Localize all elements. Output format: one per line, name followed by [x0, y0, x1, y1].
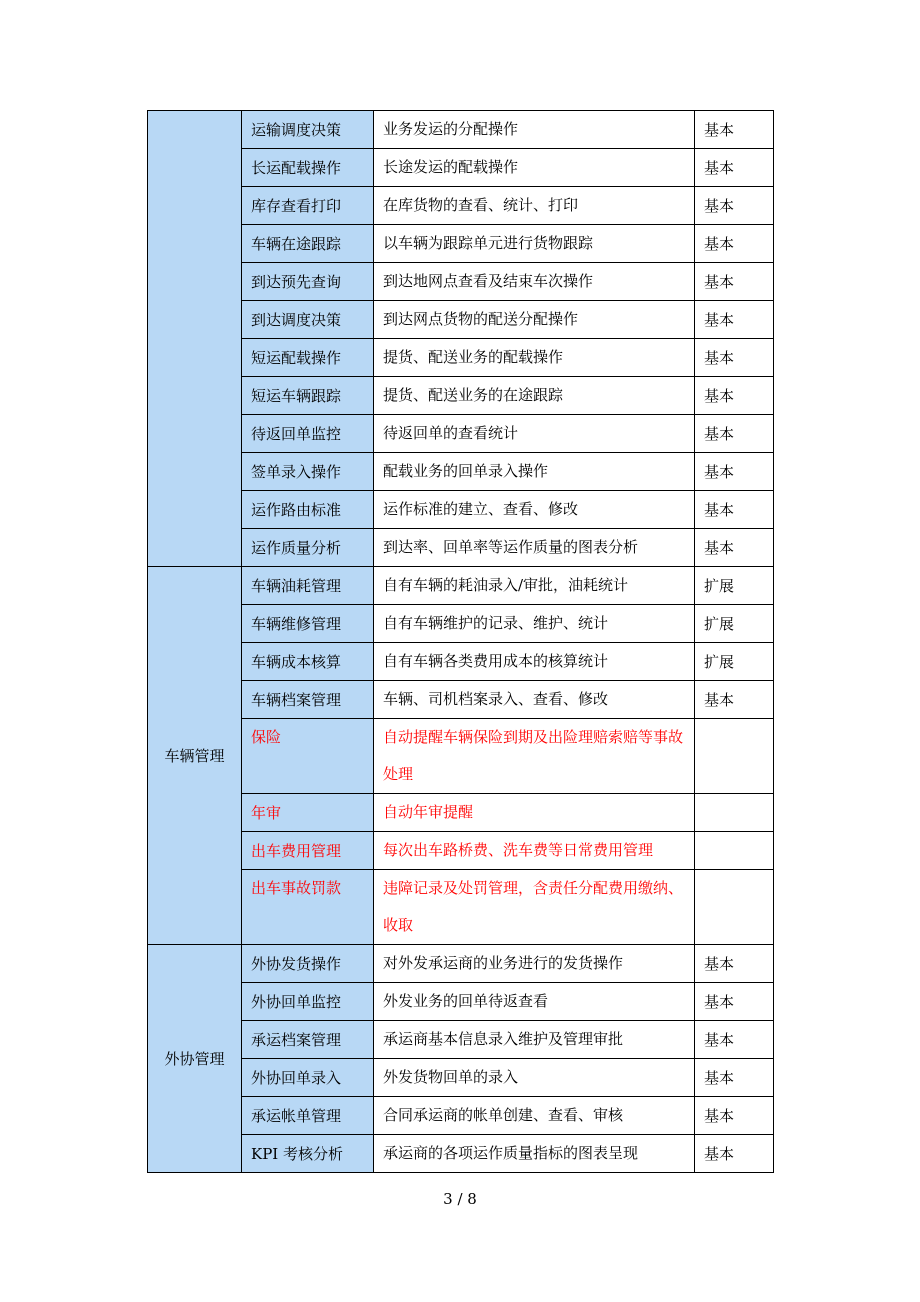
function-name: 运输调度决策 — [242, 111, 374, 149]
function-desc: 对外发承运商的业务进行的发货操作 — [374, 945, 695, 983]
function-name: 承运帐单管理 — [242, 1097, 374, 1135]
function-name: 待返回单监控 — [242, 415, 374, 453]
function-desc: 合同承运商的帐单创建、查看、审核 — [374, 1097, 695, 1135]
table-row — [148, 1135, 774, 1173]
function-level: 基本 — [695, 301, 774, 339]
function-desc: 到达地网点查看及结束车次操作 — [374, 263, 695, 301]
function-level: 基本 — [695, 111, 774, 149]
function-name: 年审 — [242, 794, 374, 832]
table-row — [148, 529, 774, 567]
function-name: 车辆维修管理 — [242, 605, 374, 643]
function-desc: 自有车辆维护的记录、维护、统计 — [374, 605, 695, 643]
function-level: 扩展 — [695, 643, 774, 681]
function-level: 基本 — [695, 491, 774, 529]
table-row — [148, 491, 774, 529]
function-desc: 每次出车路桥费、洗车费等日常费用管理 — [374, 832, 695, 870]
function-level: 基本 — [695, 1021, 774, 1059]
table-row — [148, 149, 774, 187]
function-level: 基本 — [695, 529, 774, 567]
function-name: 保险 — [242, 719, 374, 794]
table-row — [148, 605, 774, 643]
table-row — [148, 794, 774, 832]
function-name: 运作质量分析 — [242, 529, 374, 567]
function-desc: 以车辆为跟踪单元进行货物跟踪 — [374, 225, 695, 263]
table-body — [148, 111, 774, 1173]
function-desc: 违障记录及处罚管理，含责任分配费用缴纳、收取 — [374, 870, 695, 945]
function-level: 基本 — [695, 377, 774, 415]
function-desc: 到达率、回单率等运作质量的图表分析 — [374, 529, 695, 567]
function-level: 基本 — [695, 453, 774, 491]
function-desc: 自动年审提醒 — [374, 794, 695, 832]
function-name: 到达预先查询 — [242, 263, 374, 301]
function-level: 扩展 — [695, 605, 774, 643]
table-row — [148, 832, 774, 870]
function-desc: 长途发运的配载操作 — [374, 149, 695, 187]
function-name: 短运配载操作 — [242, 339, 374, 377]
function-level: 基本 — [695, 1059, 774, 1097]
table-row — [148, 225, 774, 263]
function-level: 基本 — [695, 1135, 774, 1173]
function-level: 基本 — [695, 983, 774, 1021]
function-desc: 承运商的各项运作质量指标的图表呈现 — [374, 1135, 695, 1173]
table-row — [148, 1021, 774, 1059]
function-level: 基本 — [695, 149, 774, 187]
table-row — [148, 681, 774, 719]
function-name: 车辆在途跟踪 — [242, 225, 374, 263]
function-desc: 业务发运的分配操作 — [374, 111, 695, 149]
table-row — [148, 945, 774, 983]
function-level: 基本 — [695, 1097, 774, 1135]
function-level: 基本 — [695, 681, 774, 719]
function-desc: 承运商基本信息录入维护及管理审批 — [374, 1021, 695, 1059]
function-level: 基本 — [695, 415, 774, 453]
function-name: 承运档案管理 — [242, 1021, 374, 1059]
function-name: 长运配载操作 — [242, 149, 374, 187]
table-row — [148, 263, 774, 301]
function-name: 出车费用管理 — [242, 832, 374, 870]
function-name: KPI 考核分析 — [242, 1135, 374, 1173]
function-name: 出车事故罚款 — [242, 870, 374, 945]
table-row — [148, 719, 774, 794]
function-level — [695, 794, 774, 832]
table-row — [148, 339, 774, 377]
function-level — [695, 870, 774, 945]
table-row — [148, 111, 774, 149]
function-desc: 自动提醒车辆保险到期及出险理赔索赔等事故处理 — [374, 719, 695, 794]
function-desc: 运作标准的建立、查看、修改 — [374, 491, 695, 529]
function-name: 外协回单监控 — [242, 983, 374, 1021]
table-row — [148, 983, 774, 1021]
table-row — [148, 567, 774, 605]
table-row — [148, 870, 774, 945]
table-row — [148, 1097, 774, 1135]
group-cell-outsource: 外协管理 — [148, 945, 242, 1173]
table-row — [148, 643, 774, 681]
function-name: 外协回单录入 — [242, 1059, 374, 1097]
function-level: 基本 — [695, 945, 774, 983]
function-name: 签单录入操作 — [242, 453, 374, 491]
function-name: 外协发货操作 — [242, 945, 374, 983]
function-name: 运作路由标准 — [242, 491, 374, 529]
function-level: 基本 — [695, 339, 774, 377]
function-name: 库存查看打印 — [242, 187, 374, 225]
function-name: 到达调度决策 — [242, 301, 374, 339]
table-row — [148, 301, 774, 339]
function-level — [695, 719, 774, 794]
table-row — [148, 415, 774, 453]
table-row — [148, 377, 774, 415]
function-name: 车辆油耗管理 — [242, 567, 374, 605]
page-number: 3 / 8 — [443, 1190, 477, 1208]
function-desc: 在库货物的查看、统计、打印 — [374, 187, 695, 225]
function-name: 车辆成本核算 — [242, 643, 374, 681]
function-level: 扩展 — [695, 567, 774, 605]
group-cell-vehicle: 车辆管理 — [148, 567, 242, 945]
function-desc: 外发货物回单的录入 — [374, 1059, 695, 1097]
table-row — [148, 453, 774, 491]
function-name: 车辆档案管理 — [242, 681, 374, 719]
function-desc: 提货、配送业务的在途跟踪 — [374, 377, 695, 415]
function-level — [695, 832, 774, 870]
table-row — [148, 187, 774, 225]
function-desc: 外发业务的回单待返查看 — [374, 983, 695, 1021]
function-desc: 配载业务的回单录入操作 — [374, 453, 695, 491]
function-desc: 自有车辆各类费用成本的核算统计 — [374, 643, 695, 681]
function-desc: 待返回单的查看统计 — [374, 415, 695, 453]
function-desc: 车辆、司机档案录入、查看、修改 — [374, 681, 695, 719]
group-cell-transport — [148, 111, 242, 567]
function-desc: 自有车辆的耗油录入/审批，油耗统计 — [374, 567, 695, 605]
function-table — [147, 110, 774, 1173]
function-desc: 提货、配送业务的配载操作 — [374, 339, 695, 377]
function-level: 基本 — [695, 187, 774, 225]
function-desc: 到达网点货物的配送分配操作 — [374, 301, 695, 339]
table-row — [148, 1059, 774, 1097]
function-level: 基本 — [695, 263, 774, 301]
function-name: 短运车辆跟踪 — [242, 377, 374, 415]
function-level: 基本 — [695, 225, 774, 263]
